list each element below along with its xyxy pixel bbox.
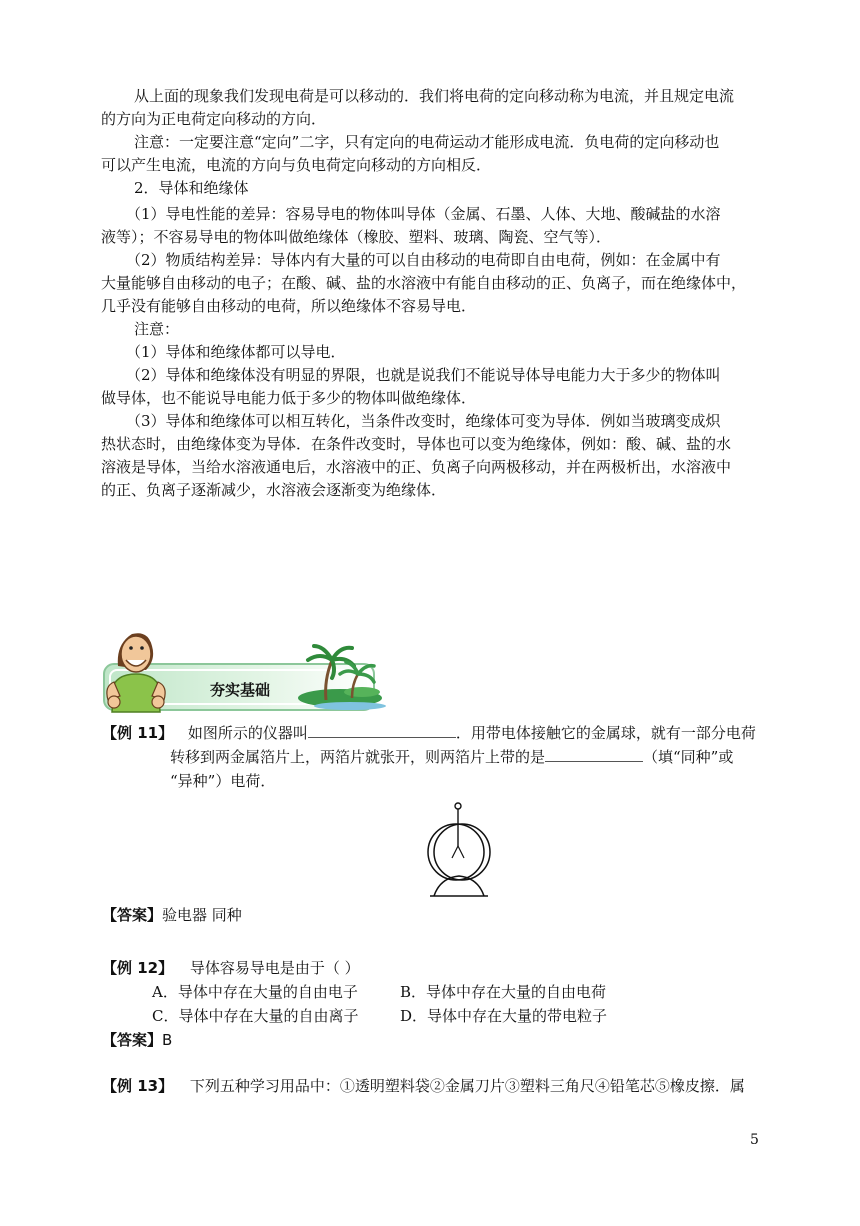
answer-line	[102, 1029, 172, 1051]
option-d[interactable]: D．导体中存在大量的带电粒子	[400, 1007, 608, 1025]
question-text: （填“同种”或	[643, 748, 734, 766]
note-item: 的正、负离子逐渐减少，水溶液会逐渐变为绝缘体．	[101, 481, 447, 499]
answer-line	[102, 904, 242, 926]
example-label: 【例 12】	[102, 959, 174, 977]
question-text-line: “异种”）电荷．	[170, 772, 276, 790]
answer-blank[interactable]	[308, 723, 456, 738]
paragraph-line: 的方向为正电荷定向移动的方向．	[101, 110, 327, 128]
question-text: 如图所示的仪器叫	[187, 724, 308, 742]
note-item: （1）导体和绝缘体都可以导电．	[126, 343, 346, 361]
section-heading: 2．导体和绝缘体	[134, 179, 249, 197]
note-item: 溶液是导体，当给水溶液通电后，水溶液中的正、负离子向两极移动，并在两极析出，水溶液中	[101, 458, 732, 476]
question-text: 下列五种学习用品中：①透明塑料袋②金属刀片③塑料三角尺④铅笔芯⑤橡皮擦．属	[189, 1077, 745, 1095]
note-item: 热状态时，由绝缘体变为导体．在条件改变时，导体也可以变为绝缘体，例如：酸、碱、盐的水	[101, 435, 732, 453]
paragraph-line: 液等）；不容易导电的物体叫做绝缘体（橡胶、塑料、玻璃、陶瓷、空气等）．	[101, 228, 612, 246]
answer-label: 【答案】	[102, 906, 163, 924]
answer-text: B	[162, 1031, 173, 1049]
paragraph-line: （2）物质结构差异：导体内有大量的可以自由移动的电荷即自由电荷，例如：在金属中有	[126, 251, 721, 269]
option-b[interactable]: B．导体中存在大量的自由电荷	[400, 983, 607, 1001]
section-banner-illustration	[100, 620, 390, 716]
answer-blank[interactable]	[545, 747, 643, 762]
paragraph-line: 几乎没有能够自由移动的电荷，所以绝缘体不容易导电．	[101, 297, 477, 315]
paragraph-line: 注意：一定要注意“定向”二字，只有定向的电荷运动才能形成电流．负电荷的定向移动也	[134, 133, 720, 151]
example-13	[102, 1075, 745, 1097]
option-a[interactable]: A．导体中存在大量的自由电子	[152, 983, 358, 1001]
example-label: 【例 11】	[102, 724, 174, 742]
paragraph-line: 大量能够自由移动的电子；在酸、碱、盐的水溶液中有能自由移动的正、负离子，而在绝缘体中，	[101, 274, 747, 292]
answer-text: 验电器 同种	[162, 906, 242, 924]
note-heading: 注意：	[134, 320, 180, 338]
page-number: 5	[750, 1132, 759, 1148]
paragraph-line: （1）导电性能的差异：容易导电的物体叫导体（金属、石墨、人体、大地、酸碱盐的水溶	[126, 205, 721, 223]
question-text: 导体容易导电是由于（ ）	[189, 959, 360, 977]
example-label: 【例 13】	[102, 1077, 174, 1095]
electroscope-figure	[424, 800, 504, 900]
option-c[interactable]: C．导体中存在大量的自由离子	[152, 1007, 359, 1025]
note-item: 做导体，也不能说导电能力低于多少的物体叫做绝缘体．	[101, 389, 477, 407]
question-text: ．用带电体接触它的金属球，就有一部分电荷	[455, 724, 756, 742]
paragraph-line: 从上面的现象我们发现电荷是可以移动的．我们将电荷的定向移动称为电流，并且规定电流	[134, 87, 735, 105]
example-11	[102, 722, 756, 744]
note-item: （3）导体和绝缘体可以相互转化，当条件改变时，绝缘体可变为导体．例如当玻璃变成炽	[126, 412, 721, 430]
example-12	[102, 957, 360, 979]
note-item: （2）导体和绝缘体没有明显的界限，也就是说我们不能说导体导电能力大于多少的物体叫	[126, 366, 721, 384]
question-text: 转移到两金属箔片上，两箔片就张开，则两箔片上带的是	[170, 748, 546, 766]
question-text-line	[170, 746, 733, 768]
answer-label: 【答案】	[102, 1031, 163, 1049]
section-banner-title: 夯实基础	[210, 681, 271, 699]
paragraph-line: 可以产生电流，电流的方向与负电荷定向移动的方向相反．	[101, 156, 492, 174]
